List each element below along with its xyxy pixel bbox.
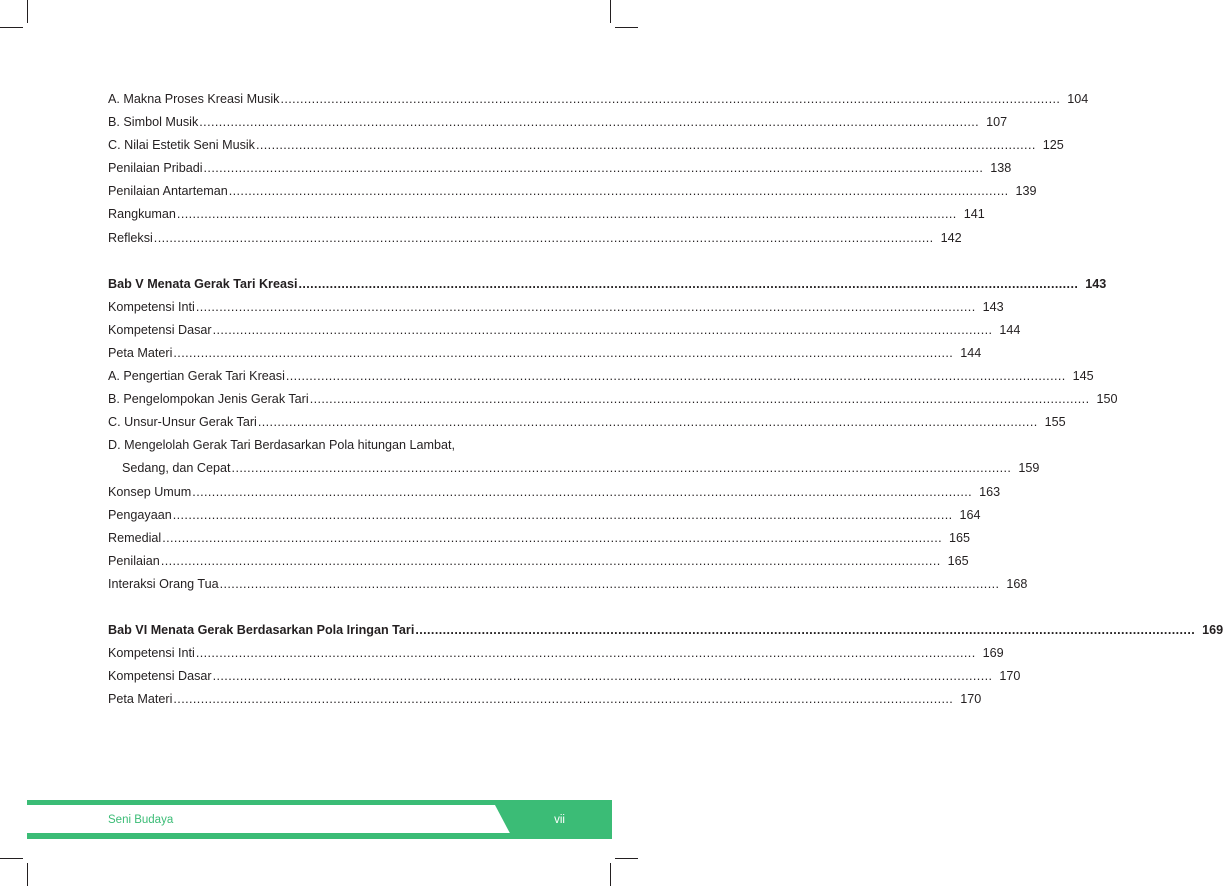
toc-entry-page: 104 [1067, 92, 1089, 106]
toc-entry-page: 143 [1085, 276, 1107, 291]
dot-leader: ........................................................................................................................................................................................................ [228, 184, 1009, 199]
toc-entry[interactable] [108, 388, 1118, 411]
dot-leader: ........................................................................................................................................................................................................ [199, 115, 980, 130]
toc-entry-title: Pengayaan [108, 507, 172, 522]
toc-entry-page: 170 [960, 692, 982, 707]
dot-leader: ........................................................................................................................................................................................................ [298, 276, 1079, 291]
toc-entry-title: Remedial [108, 530, 162, 545]
dot-leader: ........................................................................................................................................................................................................ [257, 415, 1038, 430]
dot-leader: ........................................................................................................................................................................................................ [160, 553, 941, 568]
toc-entry-page: 168 [1006, 576, 1028, 591]
dot-leader: ........................................................................................................................................................................................................ [195, 299, 976, 314]
toc-entry-title: Peta Materi [108, 345, 173, 360]
toc-entry-page: 142 [940, 230, 962, 245]
table-of-contents [108, 88, 1223, 711]
toc-entry[interactable] [108, 411, 1066, 434]
dot-leader: ........................................................................................................................................................................................................ [309, 392, 1090, 407]
dot-leader: ........................................................................................................................................................................................................ [285, 369, 1066, 384]
toc-entry[interactable] [108, 481, 1001, 504]
toc-entry-page: 139 [1015, 184, 1037, 199]
dot-leader: ........................................................................................................................................................................................................ [212, 669, 993, 684]
toc-entry-page: 170 [999, 669, 1021, 684]
toc-entry-page: 107 [986, 115, 1008, 130]
dot-leader: ........................................................................................................................................................................................................ [172, 507, 953, 522]
dot-leader: ........................................................................................................................................................................................................ [231, 461, 1012, 476]
dot-leader: ........................................................................................................................................................................................................ [195, 646, 976, 661]
toc-entry[interactable] [108, 665, 1021, 688]
toc-entry[interactable] [108, 527, 970, 550]
toc-entry-page: 150 [1096, 392, 1118, 407]
toc-entry-title: Penilaian Pribadi [108, 161, 203, 176]
footer-page-number: vii [554, 814, 565, 826]
crop-mark [0, 27, 23, 28]
toc-entry-page: 169 [982, 646, 1004, 661]
toc-entry-page: 165 [948, 530, 970, 545]
crop-mark [27, 0, 28, 23]
toc-entry-page: 155 [1044, 415, 1066, 430]
toc-entry-page: 164 [959, 507, 981, 522]
toc-entry-title: Sedang, dan Cepat [122, 461, 231, 476]
toc-entry-title: Rangkuman [108, 207, 176, 222]
dot-leader: ........................................................................................................................................................................................................ [203, 161, 984, 176]
toc-entry-title: D. Mengelolah Gerak Tari Berdasarkan Pola hitungan Lambat, [108, 438, 455, 453]
toc-entry[interactable] [108, 342, 982, 365]
toc-entry-title: Kompetensi Inti [108, 299, 195, 314]
toc-entry-title: Peta Materi [108, 692, 173, 707]
dot-leader: ........................................................................................................................................................................................................ [192, 484, 973, 499]
dot-leader: ........................................................................................................................................................................................................ [176, 207, 957, 222]
dot-leader: ........................................................................................................................................................................................................ [219, 576, 1000, 591]
toc-entry-page: 165 [947, 553, 969, 568]
toc-entry-title: Interaksi Orang Tua [108, 576, 219, 591]
toc-entry-title: A. Pengertian Gerak Tari Kreasi [108, 369, 285, 384]
dot-leader: ........................................................................................................................................................................................................ [173, 345, 954, 360]
toc-entry-title: B. Simbol Musik [108, 115, 199, 130]
toc-entry[interactable] [108, 434, 546, 457]
footer-book-title: Seni Budaya [108, 814, 174, 826]
toc-entry[interactable] [108, 88, 1089, 111]
toc-entry-title: C. Unsur-Unsur Gerak Tari [108, 415, 257, 430]
toc-entry-title: C. Nilai Estetik Seni Musik [108, 138, 255, 153]
toc-chapter-heading[interactable] [108, 619, 1223, 642]
dot-leader: ........................................................................................................................................................................................................ [280, 92, 1061, 106]
toc-entry-page: 138 [990, 161, 1012, 176]
toc-entry-continuation[interactable] [108, 457, 1040, 480]
toc-chapter-heading[interactable] [108, 273, 1107, 296]
toc-entry-page: 169 [1202, 622, 1223, 637]
toc-entry[interactable] [108, 504, 981, 527]
toc-entry-page: 125 [1042, 138, 1064, 153]
toc-entry[interactable] [108, 111, 1008, 134]
crop-mark [27, 863, 28, 886]
toc-entry-title: Kompetensi Dasar [108, 322, 212, 337]
dot-leader: ........................................................................................................................................................................................................ [255, 138, 1036, 153]
toc-entry-title: Penilaian Antarteman [108, 184, 228, 199]
toc-entry[interactable] [108, 180, 1037, 203]
dot-leader: ........................................................................................................................................................................................................ [212, 322, 993, 337]
crop-mark [615, 858, 638, 859]
toc-entry-title: Kompetensi Inti [108, 646, 195, 661]
dot-leader: ........................................................................................................................................................................................................ [173, 692, 954, 707]
toc-entry[interactable] [108, 227, 962, 250]
toc-entry[interactable] [108, 550, 969, 573]
toc-entry-title: B. Pengelompokan Jenis Gerak Tari [108, 392, 309, 407]
crop-mark [615, 27, 638, 28]
toc-entry-title: Bab VI Menata Gerak Berdasarkan Pola Iringan Tari [108, 622, 415, 637]
crop-mark [610, 0, 611, 23]
toc-entry-page: 141 [963, 207, 985, 222]
page-footer [27, 800, 612, 844]
toc-entry-page: 159 [1018, 461, 1040, 476]
toc-entry-title: Bab V Menata Gerak Tari Kreasi [108, 276, 298, 291]
toc-entry-title: Konsep Umum [108, 484, 192, 499]
toc-entry[interactable] [108, 134, 1064, 157]
dot-leader: ........................................................................................................................................................................................................ [153, 230, 934, 245]
toc-entry-title: Refleksi [108, 230, 153, 245]
toc-entry-page: 143 [982, 299, 1004, 314]
toc-entry[interactable] [108, 642, 1004, 665]
crop-mark [610, 863, 611, 886]
toc-entry-page: 163 [979, 484, 1001, 499]
toc-entry[interactable] [108, 203, 985, 226]
toc-entry[interactable] [108, 296, 1004, 319]
toc-entry[interactable] [108, 573, 1028, 596]
toc-entry[interactable] [108, 365, 1094, 388]
toc-entry[interactable] [108, 319, 1021, 342]
toc-entry-title: A. Makna Proses Kreasi Musik [108, 92, 280, 106]
toc-entry[interactable] [108, 688, 982, 711]
toc-entry-title: Kompetensi Dasar [108, 669, 212, 684]
toc-entry-page: 145 [1072, 369, 1094, 384]
dot-leader: ........................................................................................................................................................................................................ [415, 622, 1196, 637]
toc-entry-page: 144 [960, 345, 982, 360]
dot-leader: ........................................................................................................................................................................................................ [162, 530, 942, 545]
toc-entry-page: 144 [999, 322, 1021, 337]
crop-mark [0, 858, 23, 859]
toc-entry-title: Penilaian [108, 553, 160, 568]
toc-entry[interactable] [108, 157, 1012, 180]
